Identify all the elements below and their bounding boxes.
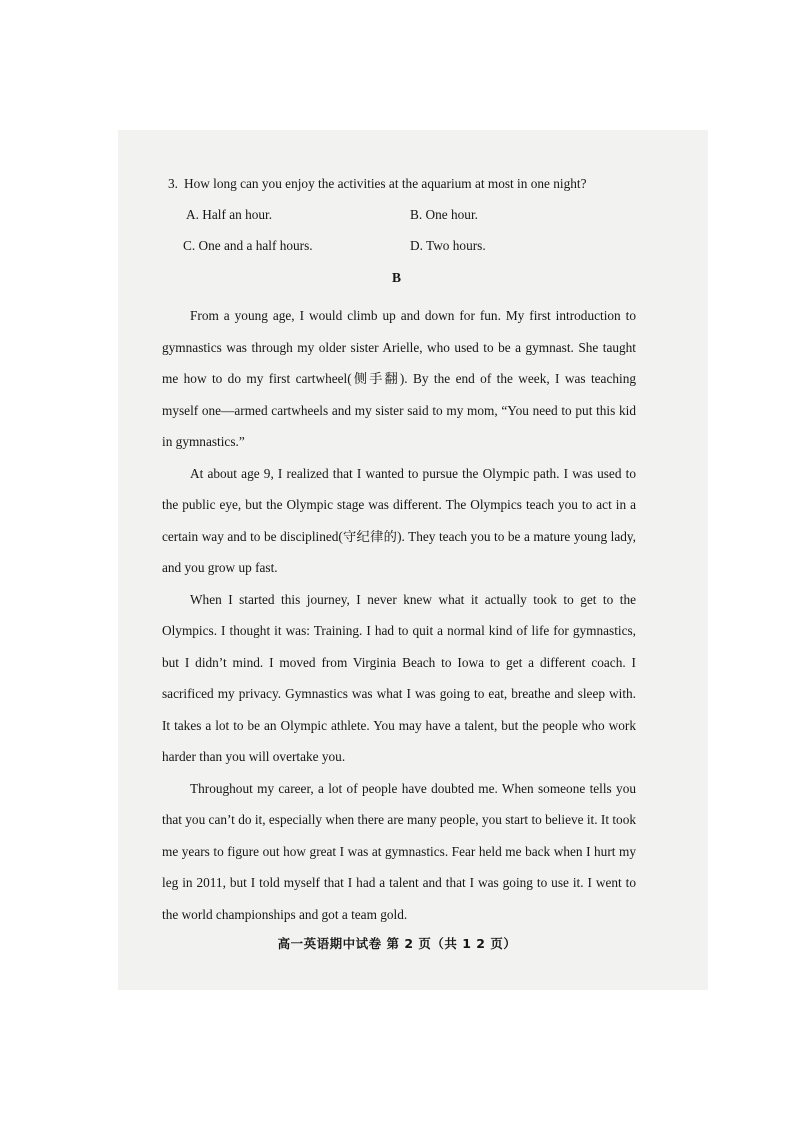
page-footer: 高一英语期中试卷 第 2 页（共 1 2 页） (277, 936, 517, 951)
section-heading: B (392, 270, 402, 285)
question-text: How long can you enjoy the activities at the aquarium at most in one night? (183, 176, 587, 191)
passage-paragraph-2: At about age 9, I realized that I wanted to pursue the Olympic path. I was used to the public eye, but the Olympic stage was different. The Olympics teach you to act in a certain way and to be disciplined(守纪律的). They teach you to be a mature young lady, and you grow up fast. (162, 465, 636, 575)
option-c: C. One and a half hours. (183, 238, 313, 253)
question-3 (168, 177, 587, 190)
passage-paragraph-1: From a young age, I would climb up and down for fun. My first introduction to gymnastics was through my older sister Arielle, who used to be a gymnast. She taught me how to do my first cartwheel(侧手翻). By the end of the week, I was teaching myself one—armed cartwheels and my sister said to my mom, “You need to put this kid in gymnastics.” (162, 308, 636, 449)
passage-paragraph-4: Throughout my career, a lot of people have doubted me. When someone tells you that you can’t do it, especially when there are many people, you start to believe it. It took me years to figure out how great I was at gymnastics. Fear held me back when I hurt my leg in 2011, but I told myself that I had a talent and that I was going to use it. I went to the world championships and got a team gold. (162, 780, 636, 922)
reading-passage (162, 300, 636, 930)
option-b: B. One hour. (410, 207, 478, 222)
option-a: A. Half an hour. (186, 207, 273, 222)
option-d: D. Two hours. (410, 238, 486, 253)
passage-paragraph-3: When I started this journey, I never knew what it actually took to get to the Olympics. I thought it was: Training. I had to quit a normal kind of life for gymnastics, but I didn’t mind. I moved from Virginia Beach to Iowa to get a different coach. I sacrificed my privacy. Gymnastics was what I was going to eat, breathe and sleep with. It takes a lot to be an Olympic athlete. You may have a talent, but the people who work harder than you will overtake you. (162, 591, 636, 764)
question-number: 3. (168, 176, 178, 191)
